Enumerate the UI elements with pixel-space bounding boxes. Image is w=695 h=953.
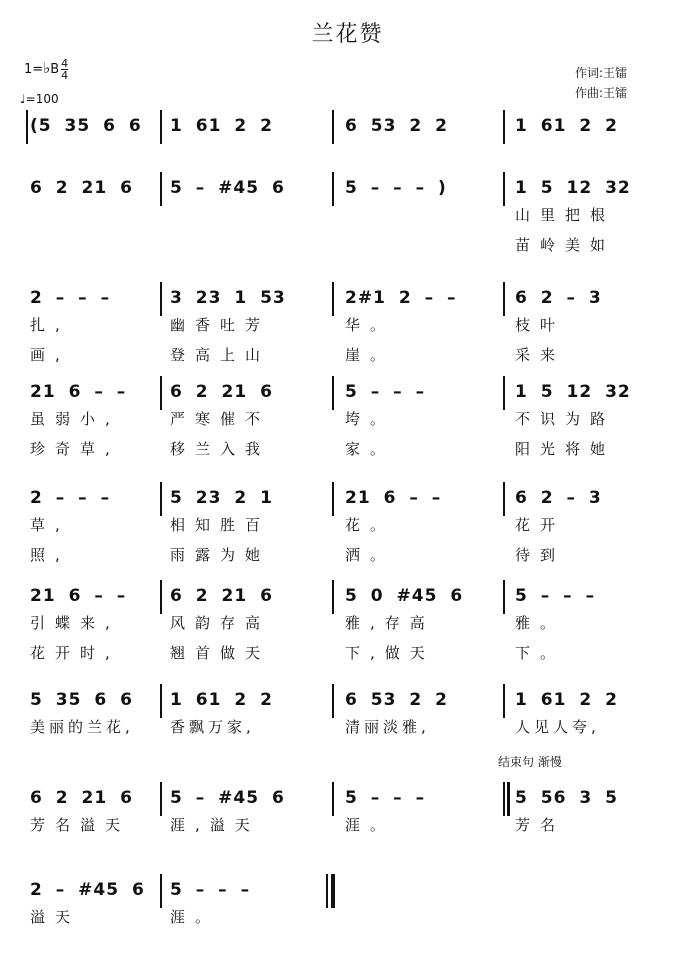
measure: 1 61 2 2 [515,690,618,710]
lyric-text: 采来 [515,346,566,364]
lyric-text: 涯,溢天 [170,816,260,834]
bar-line [332,684,334,718]
lyric-text: 崖。 [345,346,396,364]
measure: (5 35 6 6 [30,116,142,136]
lyric-text: 照, [30,546,70,564]
measure: 5 – – – [345,788,426,808]
lyric-text: 珍奇草, [30,440,120,458]
lyric-text: 幽香吐芳 [170,316,271,334]
measure: 5 35 6 6 [30,690,133,710]
note-line [0,878,695,910]
bar-line [332,282,334,316]
measure: 5 0 #45 6 [345,586,464,606]
measure: 6 2 – 3 [515,488,602,508]
measure: 3 23 1 53 [170,288,286,308]
lyric-text: 引蝶来, [30,614,120,632]
lyric-text: 人见人夸, [515,718,600,736]
lyric-text: 清丽淡雅, [345,718,430,736]
flat-sign: ♭ [43,59,51,77]
lyric-text: 风韵存高 [170,614,271,632]
measure: 2 – – – [30,288,111,308]
key-prefix: 1= [24,62,44,77]
lyric-text: 垮。 [345,410,396,428]
lyric-text: 枝叶 [515,316,566,334]
lyric-text: 翘首做天 [170,644,271,662]
lyric-text: 画, [30,346,70,364]
ending-annotation: 结束句 渐慢 [498,755,562,769]
measure: 2 – – – [30,488,111,508]
bar-line [160,110,162,144]
measure: 1 5 12 32 [515,178,631,198]
time-signature [61,58,68,81]
lyric-text: 雅。 [515,614,566,632]
bar-line [503,376,505,410]
measure: 2 – #45 6 [30,880,145,900]
bar-line [160,172,162,206]
lyric-text: 芳名溢天 [30,816,131,834]
tempo-marking: ♩=100 [20,92,59,106]
measure: 21 6 – – [345,488,442,508]
measure: 1 61 2 2 [170,690,273,710]
bar-line [332,782,334,816]
note-line [0,114,695,146]
lyric-text: 花开 [515,516,566,534]
measure: 5 – – – ) [345,178,447,198]
lyric-text: 下。 [515,644,566,662]
lyric-text: 溢天 [30,908,81,926]
time-bottom: 4 [61,69,69,82]
bar-line [503,580,505,614]
bar-line [503,172,505,206]
bar-line [503,482,505,516]
bar-line [332,172,334,206]
bar-line [160,684,162,718]
measure: 5 – – – [515,586,596,606]
measure: 5 56 3 5 [515,788,618,808]
lyric-text: 雨露为她 [170,546,271,564]
key-note: B [50,62,60,77]
key-signature [24,58,68,81]
lyric-text: 虽弱小, [30,410,120,428]
measure: 1 61 2 2 [170,116,273,136]
lyric-text: 登高上山 [170,346,271,364]
lyric-text: 花。 [345,516,396,534]
lyric-text: 涯。 [345,816,396,834]
measure: 6 53 2 2 [345,116,448,136]
lyric-text: 阳光将她 [515,440,616,458]
bar-line [503,110,505,144]
lyricist-credit: 作词:王镭 [575,66,628,80]
bar-line [503,782,505,816]
bar-line [332,376,334,410]
measure: 6 2 21 6 [170,382,273,402]
composer-credit: 作曲:王镭 [575,86,628,100]
lyric-text: 香飘万家, [170,718,255,736]
bar-line [332,482,334,516]
lyric-text: 美丽的兰花, [30,718,134,736]
time-top: 4 [61,57,69,70]
measure: 21 6 – – [30,586,127,606]
bar-line [160,874,162,908]
measure: 21 6 – – [30,382,127,402]
lyric-text: 苗岭美如 [515,236,616,254]
measure: 6 53 2 2 [345,690,448,710]
bar-line [503,282,505,316]
bar-line [503,684,505,718]
measure: 1 61 2 2 [515,116,618,136]
final-bar-thick [331,874,335,908]
bar-line [160,482,162,516]
lyric-text: 相知胜百 [170,516,271,534]
lyric-text: 涯。 [170,908,221,926]
measure: 5 23 2 1 [170,488,273,508]
lyric-text: 移兰入我 [170,440,271,458]
measure: 5 – #45 6 [170,788,285,808]
lyric-text: 下,做天 [345,644,435,662]
final-bar-thin [326,874,328,908]
measure: 6 2 21 6 [170,586,273,606]
lyric-text: 扎, [30,316,70,334]
repeat-bar-line [507,782,510,816]
bar-line [26,110,28,144]
lyric-text: 花开时, [30,644,120,662]
bar-line [160,282,162,316]
bar-line [160,782,162,816]
lyric-text: 待到 [515,546,566,564]
bar-line [332,580,334,614]
lyric-text: 芳名 [515,816,566,834]
measure: 6 2 21 6 [30,788,133,808]
lyric-text: 严寒催不 [170,410,271,428]
measure: 1 5 12 32 [515,382,631,402]
bar-line [160,580,162,614]
measure: 2#1 2 – – [345,288,457,308]
measure: 6 2 21 6 [30,178,133,198]
lyric-text: 山里把根 [515,206,616,224]
measure: 5 – – – [170,880,251,900]
measure: 5 – #45 6 [170,178,285,198]
lyric-text: 雅,存高 [345,614,435,632]
lyric-text: 洒。 [345,546,396,564]
measure: 5 – – – [345,382,426,402]
song-title: 兰花赞 [311,22,384,47]
lyric-text: 不识为路 [515,410,616,428]
lyric-text: 华。 [345,316,396,334]
bar-line [332,110,334,144]
bar-line [160,376,162,410]
lyric-text: 家。 [345,440,396,458]
lyric-text: 草, [30,516,70,534]
measure: 6 2 – 3 [515,288,602,308]
